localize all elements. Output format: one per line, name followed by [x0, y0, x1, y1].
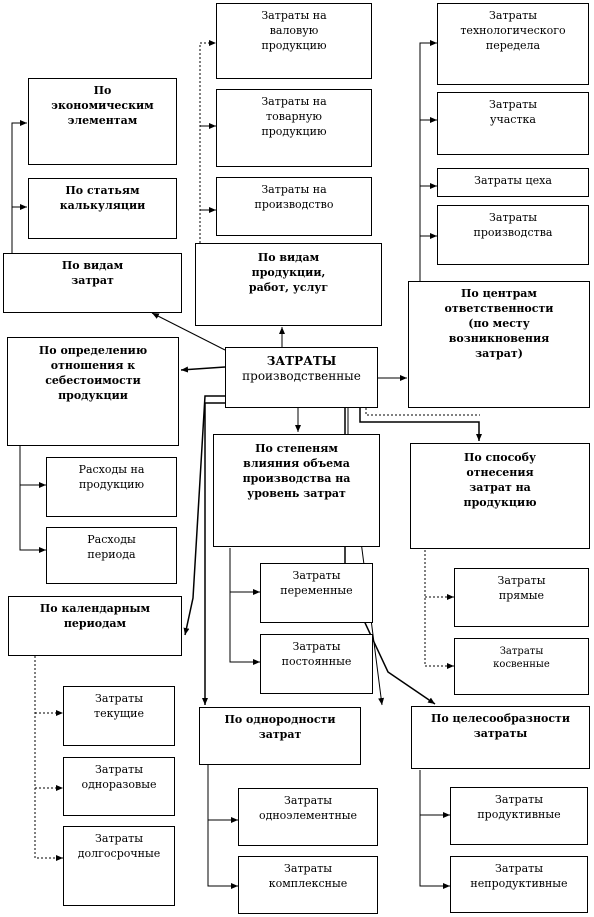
box-by-products-label: По видам продукции, работ, услуг [248, 251, 329, 294]
box-productive-label: Затраты продуктивные [477, 793, 561, 821]
box-econ-elements-label: По экономическим элементам [51, 84, 154, 127]
arrow-to-fixed [230, 548, 260, 662]
box-section [437, 92, 589, 155]
box-gross [216, 3, 372, 79]
box-resp-centers-label: По центрам ответственности (по месту возникновения затрат) [444, 287, 554, 360]
box-one-time-label: Затраты одноразовые [81, 763, 157, 791]
box-volume-influence [213, 434, 380, 547]
box-cost-relation-label: По определению отношения к себестоимости продукции [38, 344, 148, 402]
box-enterprise-label: Затраты производства [473, 211, 553, 239]
box-long-term [63, 826, 175, 906]
box-commodity-label: Затраты на товарную продукцию [261, 95, 327, 138]
box-fixed-label: Затраты постоянные [281, 640, 352, 668]
box-current-label: Затраты текущие [93, 692, 144, 720]
box-tech-stage-label: Затраты технологического передела [460, 9, 566, 52]
box-production-label: Затраты на производство [254, 183, 334, 211]
dotted-connector [366, 408, 480, 415]
box-assign-method-label: По способу отнесения затрат на продукцию [463, 451, 537, 509]
box-period-exp-label: Расходы периода [87, 533, 136, 561]
box-cost-types-label: По видам затрат [61, 259, 124, 287]
arrow-to-indirect [425, 550, 454, 666]
arrow-to-long-term [35, 656, 63, 858]
box-econ-elements [28, 78, 177, 165]
arrow-to-gross [200, 43, 216, 243]
box-section-label: Затраты участка [489, 98, 537, 126]
box-enterprise [437, 205, 589, 265]
box-volume-influence-label: По степеням влияния объема производства на уровень затрат [242, 442, 351, 500]
box-productive [450, 787, 588, 845]
box-cost-types [3, 253, 182, 313]
box-unproductive [450, 856, 588, 913]
box-calendar [8, 596, 182, 656]
box-workshop-label: Затраты цеха [474, 174, 552, 187]
box-calendar-label: По календарным периодам [39, 602, 151, 630]
box-tech-stage [437, 3, 589, 85]
box-expedience-label: По целесообразности затраты [430, 712, 571, 740]
box-variable [260, 563, 373, 623]
box-period-exp [46, 527, 177, 584]
box-current [63, 686, 175, 746]
box-direct [454, 568, 589, 627]
arrow-to-complex [208, 765, 238, 886]
box-indirect-label: Затраты косвенные [493, 646, 550, 670]
box-unproductive-label: Затраты непродуктивные [470, 862, 568, 890]
box-gross-label: Затраты на валовую продукцию [261, 9, 327, 52]
box-workshop [437, 168, 589, 197]
box-product-exp [46, 457, 177, 517]
center-title: ЗАТРАТЫ [266, 354, 337, 368]
box-homogeneity [199, 707, 361, 765]
box-calc-items-label: По статьям калькуляции [59, 184, 146, 212]
box-resp-centers [408, 281, 590, 408]
box-calc-items [28, 178, 177, 239]
center-subtitle: производственные [242, 369, 361, 383]
arrow-to-econ-elements [12, 123, 27, 253]
box-single-elem-label: Затраты одноэлементные [258, 794, 358, 822]
box-expedience [411, 706, 590, 769]
box-product-exp-label: Расходы на продукцию [78, 463, 145, 491]
box-one-time [63, 757, 175, 816]
box-long-term-label: Затраты долгосрочные [77, 832, 161, 860]
box-production [216, 177, 372, 236]
box-direct-label: Затраты прямые [497, 574, 546, 602]
box-single-elem [238, 788, 378, 846]
box-variable-label: Затраты переменные [280, 569, 353, 597]
box-indirect [454, 638, 589, 695]
box-fixed [260, 634, 373, 694]
box-cost-relation [7, 337, 179, 446]
box-by-products [195, 243, 382, 326]
box-commodity [216, 89, 372, 167]
box-complex-label: Затраты комплексные [268, 862, 348, 890]
arrow-to-unproductive [420, 770, 450, 886]
box-complex [238, 856, 378, 914]
center-box-costs [225, 347, 378, 408]
arrow-to-cost-relation [181, 367, 225, 370]
arrow-to-period-exp [20, 446, 46, 550]
box-assign-method [410, 443, 590, 549]
arrow-to-tech-stage [420, 43, 437, 281]
box-homogeneity-label: По однородности затрат [224, 713, 336, 741]
